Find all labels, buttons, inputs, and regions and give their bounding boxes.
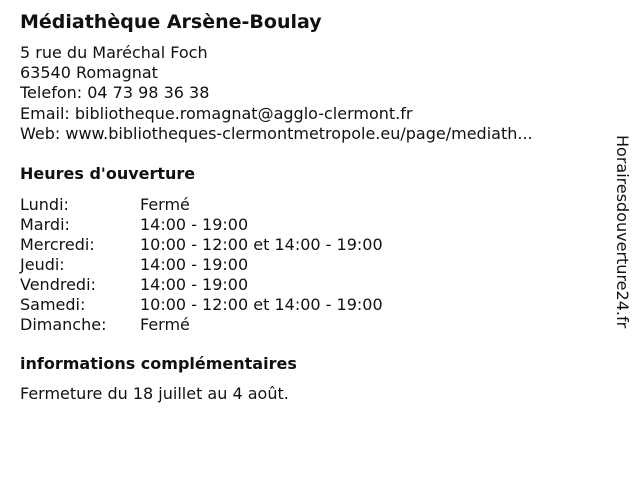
page-title: Médiathèque Arsène-Boulay [20, 11, 322, 33]
opening-hours-heading: Heures d'ouverture [20, 164, 196, 183]
hours-day: Dimanche: [20, 315, 107, 334]
additional-info-heading: informations complémentaires [20, 354, 297, 373]
hours-row [20, 195, 383, 215]
address-street: 5 rue du Maréchal Foch [20, 43, 208, 62]
opening-hours-table [20, 195, 383, 335]
hours-time: 14:00 - 19:00 [140, 275, 249, 294]
hours-row [20, 315, 383, 335]
address-block [20, 43, 533, 144]
hours-row [20, 255, 383, 275]
watermark-text: Horairesdouverture24.fr [613, 135, 632, 329]
hours-time: Fermé [140, 195, 190, 214]
website-link: Web: www.bibliotheques-clermontmetropole.eu/page/mediath... [20, 123, 533, 143]
hours-day: Lundi: [20, 195, 69, 214]
hours-row [20, 215, 383, 235]
address-city: 63540 Romagnat [20, 63, 158, 83]
hours-day: Vendredi: [20, 275, 96, 294]
phone-number: Telefon: 04 73 98 36 38 [20, 83, 210, 103]
hours-day: Mardi: [20, 215, 70, 234]
hours-row [20, 275, 383, 295]
hours-row [20, 235, 383, 255]
hours-time: 14:00 - 19:00 [140, 215, 249, 234]
hours-row [20, 295, 383, 315]
hours-day: Mercredi: [20, 235, 95, 254]
hours-time: 14:00 - 19:00 [140, 255, 249, 274]
email-address: Email: bibliotheque.romagnat@agglo-clermont.fr [20, 103, 413, 123]
hours-time: Fermé [140, 315, 190, 334]
hours-time: 10:00 - 12:00 et 14:00 - 19:00 [140, 295, 383, 314]
hours-time: 10:00 - 12:00 et 14:00 - 19:00 [140, 235, 383, 254]
hours-day: Samedi: [20, 295, 86, 314]
hours-day: Jeudi: [20, 255, 65, 274]
additional-info-text: Fermeture du 18 juillet au 4 août. [20, 384, 289, 403]
